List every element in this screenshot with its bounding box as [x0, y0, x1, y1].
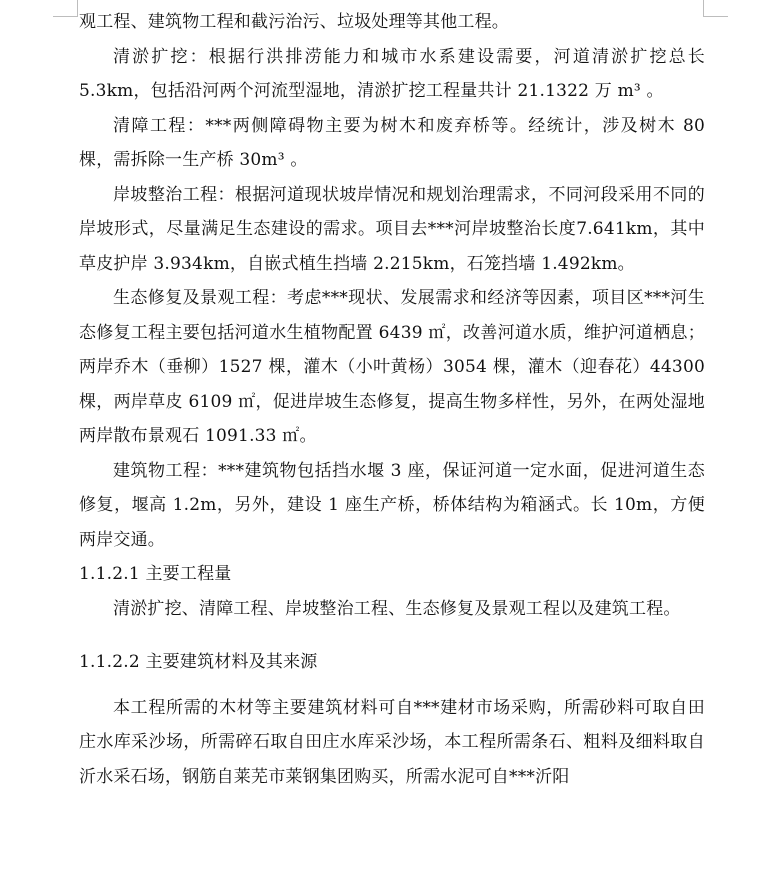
paragraph-materials: 本工程所需的木材等主要建筑材料可自***建材市场采购，所需砂料可取自田庄水库采沙场，所需碎石取自田庄水库采沙场，本工程所需条石、粗料及细料取自沂水采石场，钢筋自莱芜市莱钢集团购买，所需水泥可自***沂阳	[79, 697, 705, 787]
crop-mark-left	[53, 0, 78, 17]
paragraph-dredging: 清淤扩挖：根据行洪排涝能力和城市水系建设需要，河道清淤扩挖总长5.3km，包括沿河两个河流型湿地，清淤扩挖工程量共计 21.1322 万 m³ 。	[79, 46, 705, 101]
section-heading-materials: 1.1.2.2 主要建筑材料及其来源	[79, 652, 318, 672]
section-heading-main-quantities: 1.1.2.1 主要工程量	[79, 564, 232, 584]
paragraph-main-quantities: 清淤扩挖、清障工程、岸坡整治工程、生态修复及景观工程以及建筑工程。	[113, 598, 681, 619]
paragraph-structures: 建筑物工程：***建筑物包括挡水堰 3 座，保证河道一定水面，促进河道生态修复，堰高 1.2m，另外，建设 1 座生产桥，桥体结构为箱涵式。长 10m，方便两岸交通。	[79, 460, 705, 550]
paragraph-ecological-restoration: 生态修复及景观工程：考虑***现状、发展需求和经济等因素，项目区***河生态修复工程主要包括河道水生植物配置 6439 ㎡，改善河道水质，维护河道栖息；两岸乔木（垂柳）1527 棵，灌木（小叶黄杨）3054 棵，灌木（迎春花）44300 棵，两岸草皮 6109 ㎡，促进岸坡生态修复，提高生物多样性，另外，在两处湿地两岸散布景观石 1091.33 ㎡。	[79, 288, 705, 446]
paragraph-obstacle-clearing: 清障工程：***两侧障碍物主要为树木和废弃桥等。经统计，涉及树木 80 棵，需拆除一生产桥 30m³ 。	[79, 115, 705, 170]
document-body	[79, 5, 705, 794]
paragraph-continuation: 观工程、建筑物工程和截污治污、垃圾处理等其他工程。	[79, 12, 509, 32]
crop-mark-right	[703, 0, 728, 17]
paragraph-bank-slope: 岸坡整治工程：根据河道现状坡岸情况和规划治理需求，不同河段采用不同的岸坡形式，尽量满足生态建设的需求。项目去***河岸坡整治长度7.641km，其中草皮护岸 3.934km，自嵌式植生挡墙 2.215km，石笼挡墙 1.492km。	[79, 184, 705, 274]
